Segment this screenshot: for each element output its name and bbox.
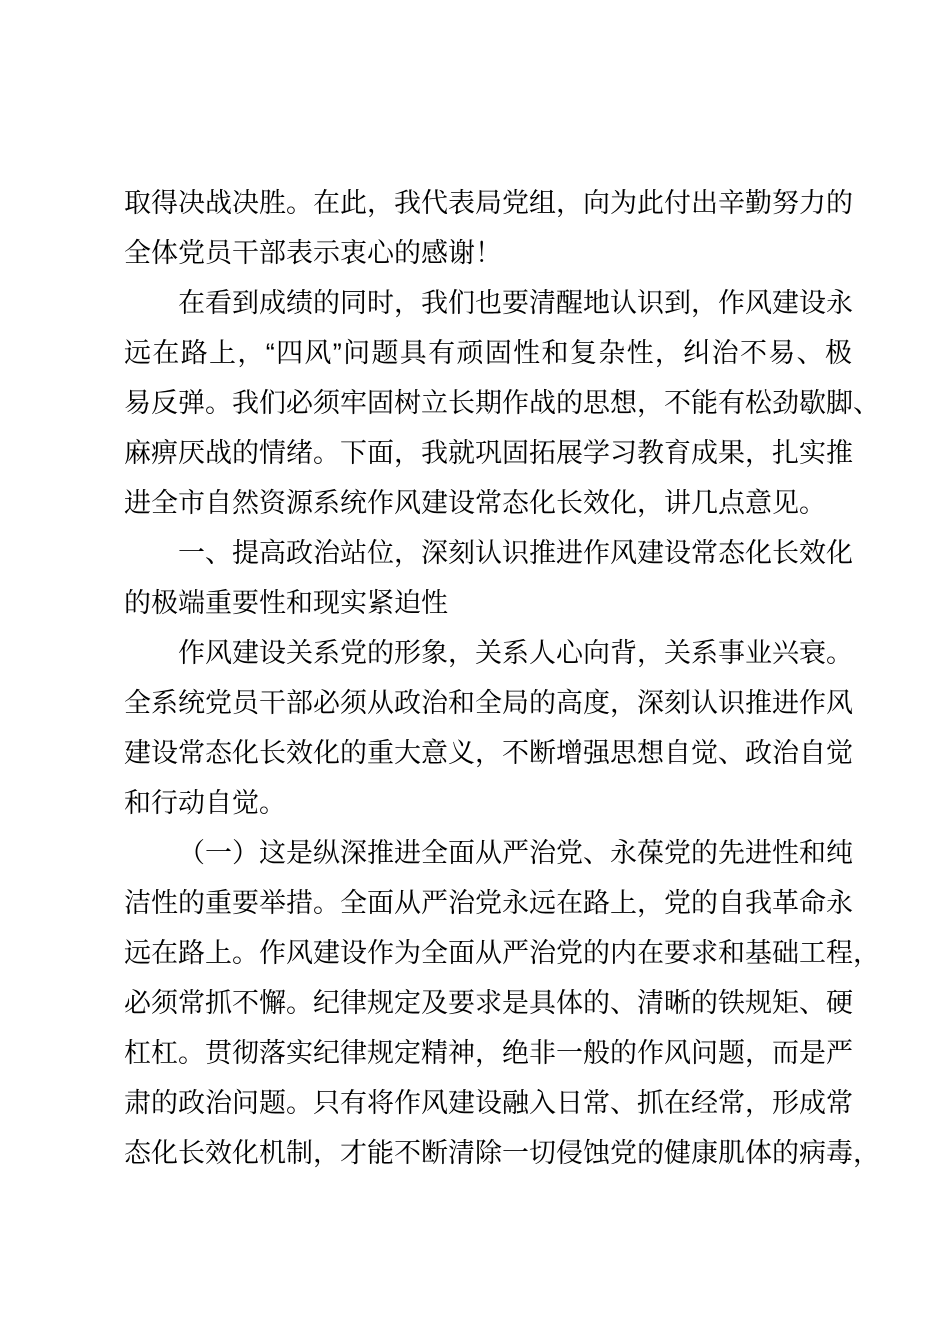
text-line: 必须常抓不懈。纪律规定及要求是具体的、清晰的铁规矩、硬 [124,988,853,1018]
text-line: 远在路上。作风建设作为全面从严治党的内在要求和基础工程， [124,938,880,968]
text-line: 洁性的重要举措。全面从严治党永远在路上，党的自我革命永 [124,888,853,918]
text-line: 和行动自觉。 [124,788,286,818]
paragraph-significance [124,628,852,828]
text-line: 全体党员干部表示衷心的感谢！ [124,238,502,268]
section-heading-one [124,528,852,628]
text-line: 远在路上，“四风”问题具有顽固性和复杂性，纠治不易、极 [124,338,852,368]
text-line: 麻痹厌战的情绪。下面，我就巩固拓展学习教育成果，扎实推 [124,438,853,468]
text-line: 在看到成绩的同时，我们也要清醒地认识到，作风建设永 [178,288,853,318]
text-line: 肃的政治问题。只有将作风建设融入日常、抓在经常，形成常 [124,1088,853,1118]
paragraph-thanks-continuation [124,178,852,278]
text-line: 取得决战决胜。在此，我代表局党组，向为此付出辛勤努力的 [124,188,853,218]
heading-line: 的极端重要性和现实紧迫性 [124,588,448,618]
text-line: 作风建设关系党的形象，关系人心向背，关系事业兴衰。 [178,638,853,668]
text-line: 易反弹。我们必须牢固树立长期作战的思想，不能有松劲歇脚、 [124,388,880,418]
text-line: （一）这是纵深推进全面从严治党、永葆党的先进性和纯 [178,838,853,868]
paragraph-transition [124,278,880,528]
text-line: 全系统党员干部必须从政治和全局的高度，深刻认识推进作风 [124,688,853,718]
text-line: 进全市自然资源系统作风建设常态化长效化，讲几点意见。 [124,488,826,518]
document-content [124,178,880,1178]
text-line: 建设常态化长效化的重大意义，不断增强思想自觉、政治自觉 [124,738,853,768]
heading-line: 一、提高政治站位，深刻认识推进作风建设常态化长效化 [178,538,853,568]
paragraph-point-one [124,828,880,1178]
text-line: 杠杠。贯彻落实纪律规定精神，绝非一般的作风问题，而是严 [124,1038,853,1068]
text-line: 态化长效化机制，才能不断清除一切侵蚀党的健康肌体的病毒， [124,1138,880,1168]
